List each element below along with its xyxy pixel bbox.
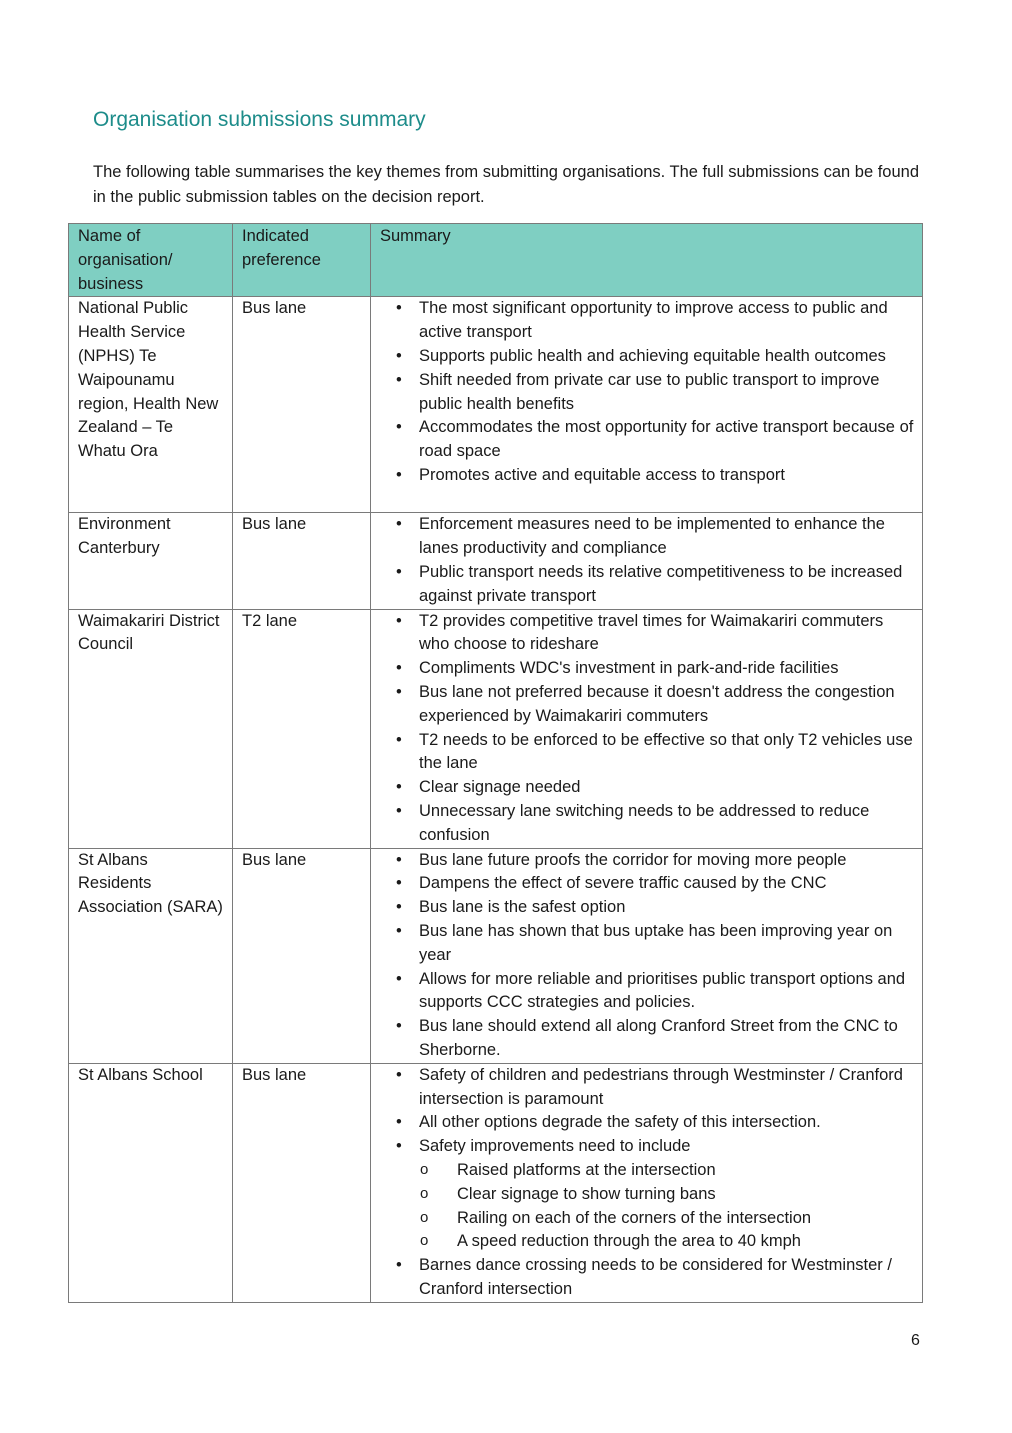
summary-point: • Promotes active and equitable access to transport (419, 464, 914, 488)
summary-point: • Shift needed from private car use to public transport to improve public health benefits (419, 369, 914, 417)
summary-point: • Enforcement measures need to be implemented to enhance the lanes productivity and compliance (419, 513, 914, 561)
summary-point: • T2 provides competitive travel times for Waimakariri commuters who choose to rideshare (419, 610, 914, 658)
indicated-preference: Bus lane (233, 848, 371, 1063)
summary-cell (371, 297, 923, 513)
summary-point-text: Safety improvements need to include (419, 1137, 691, 1156)
header-preference: Indicated preference (233, 224, 371, 297)
indicated-preference: Bus lane (233, 297, 371, 513)
table-header-row (69, 224, 923, 297)
summary-subpoint: o A speed reduction through the area to 40 kmph (457, 1230, 914, 1254)
organisation-name: National Public Health Service (NPHS) Te Waipounamu region, Health New Zealand – Te Whatu Ora (69, 297, 233, 513)
summary-subpoint: o Raised platforms at the intersection (457, 1159, 914, 1183)
summary-point: • Safety of children and pedestrians through Westminster / Cranford intersection is paramount (419, 1064, 914, 1112)
summary-point: • All other options degrade the safety of this intersection. (419, 1111, 914, 1135)
summary-point: • Clear signage needed (419, 776, 914, 800)
summary-point: • Supports public health and achieving equitable health outcomes (419, 345, 914, 369)
table-row (69, 609, 923, 848)
summary-subpoint: o Clear signage to show turning bans (457, 1183, 914, 1207)
intro-paragraph: The following table summarises the key themes from submitting organisations. The full submissions can be found in the public submission tables on the decision report. (93, 163, 920, 206)
summary-cell (371, 513, 923, 609)
summary-point: • Allows for more reliable and prioritises public transport options and supports CCC strategies and policies. (419, 968, 914, 1016)
summary-list (380, 610, 914, 848)
summary-list (380, 849, 914, 1063)
indicated-preference: Bus lane (233, 1063, 371, 1302)
summary-sublist (419, 1159, 914, 1254)
summary-cell (371, 848, 923, 1063)
summary-point: • Public transport needs its relative competitiveness to be increased against private transport (419, 561, 914, 609)
summary-subpoint: o Railing on each of the corners of the intersection (457, 1207, 914, 1231)
indicated-preference: Bus lane (233, 513, 371, 609)
page-number: 6 (911, 1332, 920, 1349)
summary-point: • Barnes dance crossing needs to be considered for Westminster / Cranford intersection (419, 1254, 914, 1302)
summary-point: • The most significant opportunity to improve access to public and active transport (419, 297, 914, 345)
summary-point: • T2 needs to be enforced to be effective so that only T2 vehicles use the lane (419, 729, 914, 777)
table-row (69, 848, 923, 1063)
table-row (69, 513, 923, 609)
summary-point: • Unnecessary lane switching needs to be addressed to reduce confusion (419, 800, 914, 848)
summary-point: • Accommodates the most opportunity for active transport because of road space (419, 416, 914, 464)
summary-point: • Bus lane should extend all along Cranford Street from the CNC to Sherborne. (419, 1015, 914, 1063)
summary-point (419, 1135, 914, 1254)
organisation-name: Waimakariri District Council (69, 609, 233, 848)
indicated-preference: T2 lane (233, 609, 371, 848)
table-row (69, 297, 923, 513)
summary-list (380, 513, 914, 608)
summary-point: • Bus lane not preferred because it doesn't address the congestion experienced by Waimakariri commuters (419, 681, 914, 729)
summary-cell (371, 609, 923, 848)
organisation-name: St Albans Residents Association (SARA) (69, 848, 233, 1063)
summary-point: • Bus lane future proofs the corridor for moving more people (419, 849, 914, 873)
summary-point: • Bus lane has shown that bus uptake has been improving year on year (419, 920, 914, 968)
summary-list (380, 1064, 914, 1302)
summary-point: • Compliments WDC's investment in park-and-ride facilities (419, 657, 914, 681)
section-heading: Organisation submissions summary (93, 108, 426, 131)
organisation-name: St Albans School (69, 1063, 233, 1302)
summary-point: • Dampens the effect of severe traffic caused by the CNC (419, 872, 914, 896)
summary-list (380, 297, 914, 487)
submissions-table (68, 223, 923, 1303)
summary-cell (371, 1063, 923, 1302)
organisation-name: Environment Canterbury (69, 513, 233, 609)
summary-point: • Bus lane is the safest option (419, 896, 914, 920)
header-name: Name of organisation/ business (69, 224, 233, 297)
header-summary: Summary (371, 224, 923, 297)
table-row (69, 1063, 923, 1302)
